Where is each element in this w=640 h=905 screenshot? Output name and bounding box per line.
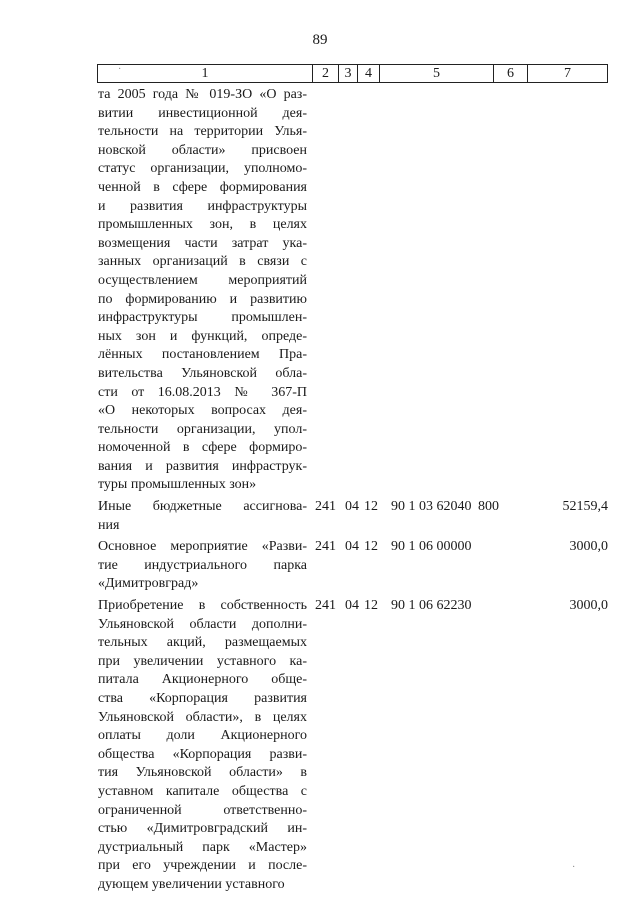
description-line: тельности на территории Улья- <box>98 124 307 140</box>
description-line: Основное мероприятие «Разви- <box>98 539 307 555</box>
description-line: общества «Корпорация разви- <box>98 746 307 762</box>
row-description <box>98 86 307 495</box>
description-line: тия Ульяновской области» в <box>98 765 307 781</box>
expense-type-code: 800 <box>478 499 499 515</box>
description-line: возмещения части затрат ука- <box>98 235 307 251</box>
amount: 52159,4 <box>562 499 608 515</box>
description-line: занных организаций в связи с <box>98 254 307 270</box>
row-description <box>98 597 307 895</box>
table-row <box>98 498 608 535</box>
description-line: туры промышленных зон» <box>98 477 257 493</box>
description-line: промышленных зон, в целях <box>98 217 307 233</box>
description-line: вания и развития инфраструк- <box>98 458 307 474</box>
description-line: оплаты доли Акционерного <box>98 728 307 744</box>
description-line: статус организации, уполномо- <box>98 161 307 177</box>
grbs-code: 241 <box>315 539 336 555</box>
description-line: Приобретение в собственность <box>98 598 307 614</box>
header-col-5: 5 <box>380 65 494 82</box>
subsection-code: 12 <box>364 598 378 614</box>
description-line: витии инвестиционной дея- <box>98 105 307 121</box>
header-col-7: 7 <box>564 66 571 81</box>
description-line: при его учреждении и после- <box>98 858 307 874</box>
header-col-6: 6 <box>494 65 528 82</box>
description-line: «Димитровград» <box>98 576 199 592</box>
description-line: Ульяновской области», в целях <box>98 709 307 725</box>
scan-dot: · <box>118 64 122 75</box>
description-line: Иные бюджетные ассигнова- <box>98 499 307 515</box>
section-code: 04 <box>345 499 359 515</box>
subsection-code: 12 <box>364 499 378 515</box>
description-line: и развития инфраструктуры <box>98 198 307 214</box>
table-body <box>98 86 608 898</box>
description-line: ограниченной ответственно- <box>98 802 307 818</box>
description-line: стью «Димитровградский ин- <box>98 821 307 837</box>
description-line: «О некоторых вопросах дея- <box>98 403 307 419</box>
table-row <box>98 86 608 495</box>
description-line: Ульяновской области дополни- <box>98 616 307 632</box>
description-line: тие индустриального парка <box>98 557 307 573</box>
table-row <box>98 538 608 594</box>
description-line: ченной в сфере формирования <box>98 179 307 195</box>
scan-dot: · <box>572 862 576 873</box>
table-header <box>97 64 608 83</box>
description-line: ния <box>98 517 120 533</box>
page-number: 89 <box>312 32 328 48</box>
description-line: инфраструктуры промышлен- <box>98 310 307 326</box>
description-line: по формированию и развитию <box>98 291 307 307</box>
description-line: вительства Ульяновской обла- <box>98 365 307 381</box>
header-col-3: 3 <box>339 65 358 82</box>
target-article-code: 90 1 03 62040 <box>391 499 472 515</box>
description-line: тельных акций, размещаемых <box>98 635 307 651</box>
header-col-4: 4 <box>358 65 380 82</box>
description-line: уставном капитале общества с <box>98 783 307 799</box>
description-line: дующем увеличении уставного <box>98 876 285 892</box>
description-line: ства «Корпорация развития <box>98 691 307 706</box>
description-line: дустриальный парк «Мастер» <box>98 839 307 855</box>
target-article-code: 90 1 06 62230 <box>391 598 472 614</box>
description-line: питала Акционерного обще- <box>98 672 307 688</box>
description-line: осуществлением мероприятий <box>98 272 307 288</box>
description-line: ных зон и функций, опреде- <box>98 328 307 344</box>
amount: 3000,0 <box>569 539 608 555</box>
header-col-1: 1 <box>98 65 313 82</box>
table-row <box>98 597 608 895</box>
grbs-code: 241 <box>315 499 336 515</box>
header-col-2: 2 <box>313 65 339 82</box>
row-description <box>98 498 307 535</box>
section-code: 04 <box>345 539 359 555</box>
description-line: тельности организации, упол- <box>98 421 307 437</box>
subsection-code: 12 <box>364 539 378 555</box>
description-line: сти от 16.08.2013 № 367-П <box>98 384 307 400</box>
description-line: номоченной в сфере формиро- <box>98 440 307 456</box>
section-code: 04 <box>345 598 359 614</box>
description-line: та 2005 года № 019-ЗО «О раз- <box>98 87 307 102</box>
description-line: при увеличении уставного ка- <box>98 653 307 669</box>
description-line: новской области» присвоен <box>98 142 307 158</box>
description-line: лённых постановлением Пра- <box>98 347 307 363</box>
target-article-code: 90 1 06 00000 <box>391 539 472 555</box>
amount: 3000,0 <box>569 598 608 614</box>
grbs-code: 241 <box>315 598 336 614</box>
row-description <box>98 538 307 594</box>
